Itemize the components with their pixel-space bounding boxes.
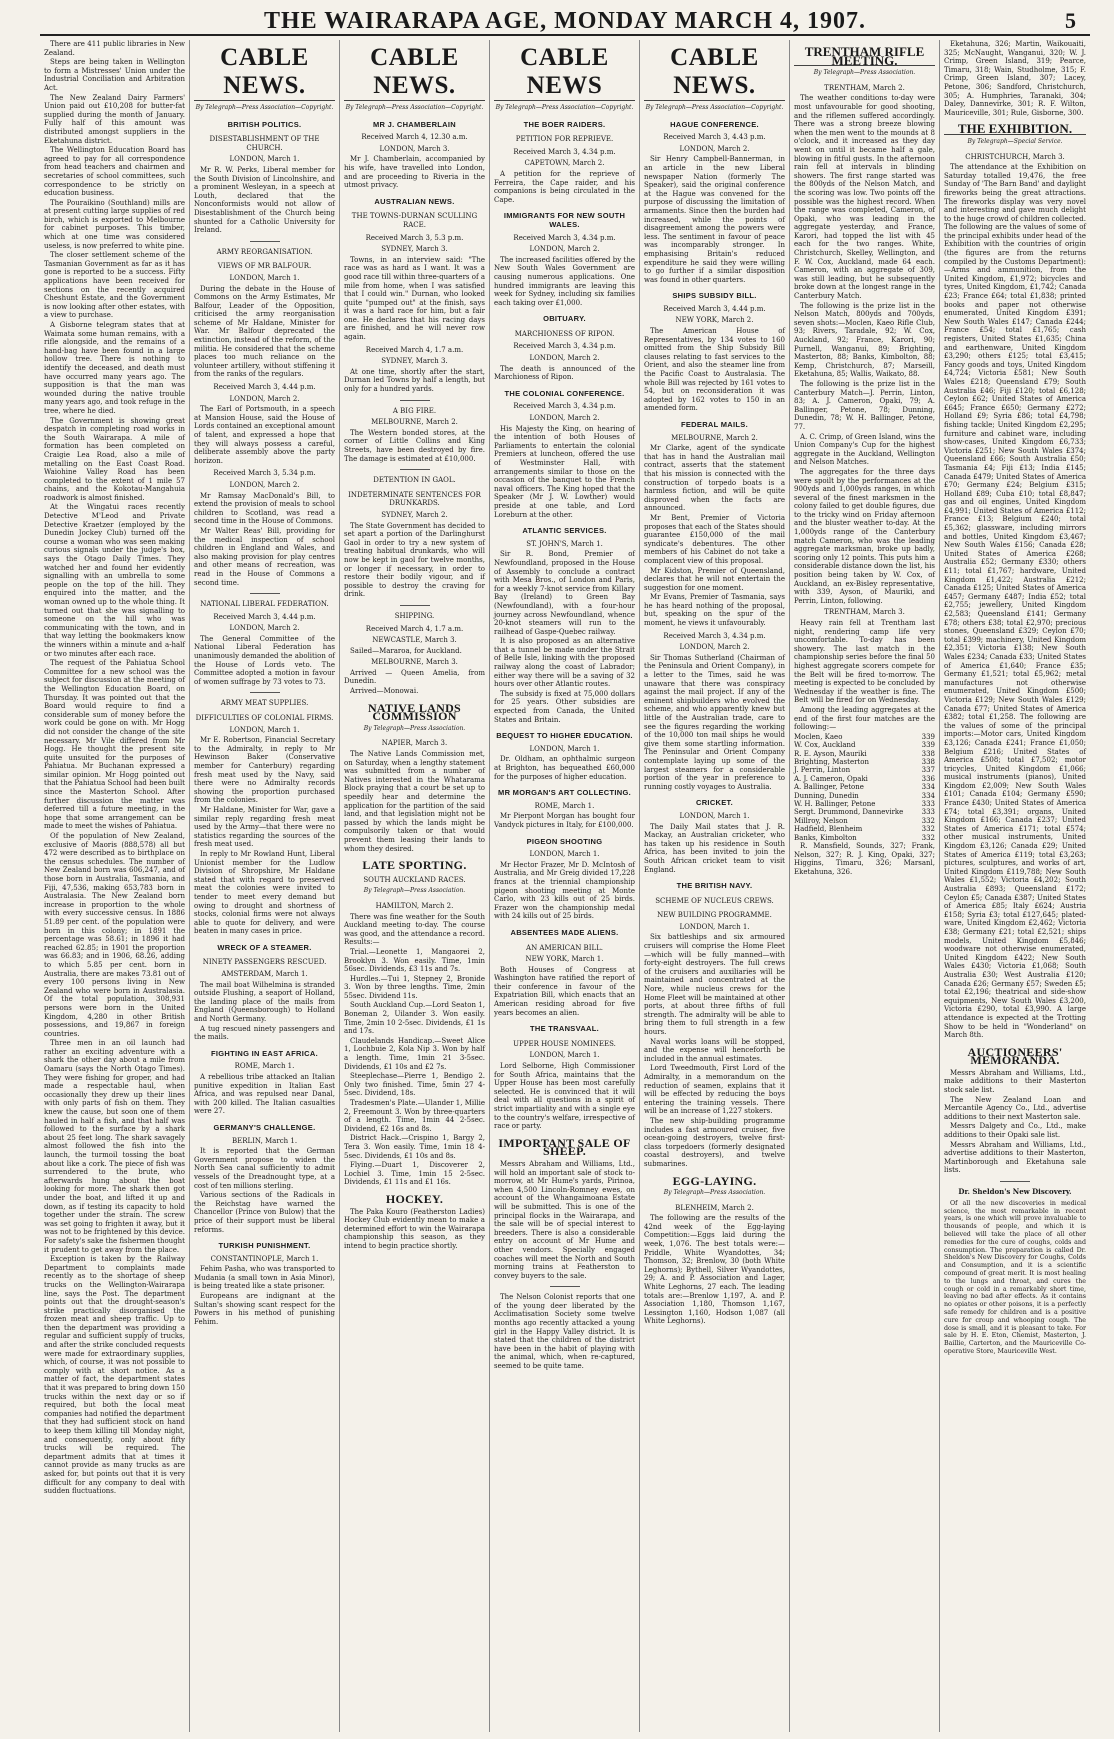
dateline: SYDNEY, March 3. [381, 357, 448, 366]
article-paragraph: Among the leading aggregates at the end of the first four matches are the following:— [794, 705, 935, 732]
received-line: Received March 4, 1.7 a.m. [365, 345, 464, 354]
section-heading: FEDERAL MAILS. [681, 420, 748, 429]
column-1 [40, 40, 190, 1732]
article-paragraph: Mr R. W. Perks, Liberal member for the South Division of Lincolnshire, and a prominent Wesleyan, in a speech at Louth, declared that the Nonconformists would not allow of Disestablishment of the Church being shunted for a Catholic University for Ireland. [194, 165, 335, 235]
sub-heading: DIFFICULTIES OF COLONIAL FIRMS. [195, 714, 334, 723]
dateline: LONDON, March 2. [529, 354, 600, 363]
dateline: TRENTHAM, March 3. [824, 608, 905, 617]
article-paragraph: The Western bonded stores, at the corner of Little Collins and King Streets, have been destroyed by fire. The damage is estimated at £10,000. [344, 428, 485, 463]
dateline: NEW YORK, March 1. [525, 955, 604, 964]
article-paragraph: Sailed—Mararoa, for Auckland. [350, 646, 462, 655]
section-heading: BEQUEST TO HIGHER EDUCATION. [496, 731, 633, 741]
newspaper-title: THE WAIRARAPA AGE, MONDAY MARCH 4, 1907. [263, 7, 867, 34]
article-paragraph: Towns, in an interview said: "The race was as hard as I want. It was a good race till within three-quarters of a mile from home, when I was satisfied that I could win." Durnan, who looked quite "pumped out" at the finish, says it was a hard race for him, but a fair one. He declares that his racing days are finished, and he will never row again. [344, 255, 485, 342]
column-1-paragraphs [44, 40, 185, 1496]
article-paragraph: Mr Hector Frazer, Mr D. McIntosh of Australia, and Mr Greig divided 17,228 francs at the triennial championship pigeon shooting meeting at Monte Carlo, with 23 kills out of 25 birds. Frazer won the championship medal with 24 kills out of 25 birds. [494, 860, 635, 921]
article-paragraph: Claudelands Handicap.—Sweet Alice 1, Lochbuie 2, Kola Nip 3. Won by half a length. Time, 1min 21 3-5sec. Dividends, £1 10s and £2 7s. [344, 1036, 485, 1071]
section-heading: MR MORGAN'S ART COLLECTING. [498, 788, 631, 798]
article-paragraph: Mr Pierpont Morgan has bought four Vandyck pictures in Italy, for £100,000. [494, 812, 635, 829]
article-paragraph: Messrs Abraham and Williams, Ltd., will hold an important sale of stock to-morrow, at Mr Hume's yards, Pirinoa, when 4,500 Lincoln-Romney ewes, on account of the Whangaimoana Estate will be submitted. This is one of the principal flocks in the Wairarapa, and the sale will be of special interest to breeders. There is also a considerable entry on account of Mr Hume and other vendors. Specially engaged coaches will meet the North and South morning trains at Featherston to convey buyers to the sale. [494, 1159, 635, 1280]
result-name: Dunning, Dunedin [794, 791, 859, 800]
article-paragraph: His Majesty the King, on hearing of the intention of both Houses of Parliaments to entertain the colonial Premiers at luncheon, offered the use of Westminster Hall, with arrangements similar to those on the occasion of the banquet to the French naval officers. The King hoped that the Speaker (Mr J. W. Lowther) would preside at one table, and Lord Loreburn at the other. [494, 424, 635, 519]
divider [400, 469, 430, 470]
result-score: 339 [921, 741, 935, 750]
section-banner: TRENTHAM RIFLE MEETING. [794, 48, 935, 66]
result-row [794, 750, 935, 758]
section-heading: IMPORTANT SALE OF SHEEP. [498, 1135, 631, 1159]
article-paragraph: R. Mansfield, Sounds, 327; Frank, Nelson, 327; R. J. King, Opaki, 327; Higgins, Timaru, 326; Marsanl, Eketahuna, 326. [794, 842, 935, 876]
article-paragraph: The closer settlement scheme of the Tasmanian Government as far as it has gone is reported to be a success. Fifty applications have been received for sections on the recently acquired Cheshunt Estate, and the Government is now looking after other estates, with a view to purchase. [44, 251, 185, 320]
article-paragraph: It is reported that the German Government propose to widen the North Sea canal sufficiently to admit vessels of the Dreadnought type, at a cost of ten millions sterling. [194, 1147, 335, 1190]
received-line: Received March 3, 4.34 p.m. [513, 147, 616, 156]
article-paragraph: Hurdles.—Tui 1, Stepney 2, Bronide 3. Won by three lengths. Time, 2min 55sec. Dividend 11s. [344, 974, 485, 1000]
sub-heading: SHIPPING. [394, 611, 435, 620]
divider [550, 1286, 580, 1287]
article-paragraph: There are 411 public libraries in New Zealand. [44, 40, 185, 57]
result-row [794, 741, 935, 749]
banner-subtitle: By Telegraph—Press Association—Copyright. [495, 104, 634, 111]
sub-heading: DETENTION IN GAOL. [373, 476, 456, 485]
sub-heading: DISESTABLISHMENT OF THE CHURCH. [209, 135, 320, 152]
dateline: LONDON, March 2. [529, 414, 600, 423]
dateline: BERLIN, March 1. [231, 1136, 298, 1145]
sub-heading: AN AMERICAN BILL. [526, 943, 603, 952]
dateline: ROME, March 1. [234, 1062, 295, 1071]
dateline: LONDON, March 1. [229, 725, 300, 734]
section-heading: MR J. CHAMBERLAIN [372, 119, 456, 129]
dateline: LONDON, March 1. [679, 811, 750, 820]
article-paragraph: District Hack.—Crispino 1, Bargy 2, Tera 3. Won easily. Time, 1min 18 4-5sec. Dividends, £1 10s and 8s. [344, 1134, 485, 1160]
article-paragraph: A. C. Crimp, of Green Island, wins the Union Company's Cup for the highest aggregate in the Auckland, Wellington and Nelson Matches. [794, 432, 935, 467]
advertisement-title: Dr. Sheldon's New Discovery. [958, 1187, 1072, 1196]
article-paragraph: The new ship-building programme includes a fast armoured cruiser, five ocean-going destroyers, twelve first-class torpedoers (formerly designated coastal destroyers), and twelve submarines. [644, 1116, 785, 1168]
column-3 [340, 40, 490, 1732]
dateline: LONDON, March 1. [679, 922, 750, 931]
result-name: J. Perrin, Linton [794, 766, 851, 775]
article-paragraph: The attendance at the Exhibition on Saturday totalled 19,476, the free Sunday of 'The Barn Band' and daylight fireworks being the great attractions. The fireworks display was very novel and interesting and gave much delight to the huge crowd of children collected. The following are the values of some of the principal exhibits under head of the Exhibition with the countries of origin (the figures are from the returns compiled by the Customs Department):—Arms and ammunition, from the United Kingdom, £1,972; bicycles and tyres, United Kingdom, £1,742; Canada £23; France £64; total £1,838; printed books and paper not otherwise enumerated, United Kingdom £391; New South Wales £147; Canada £244; France £54; total £1,765; cash registers, United States £1,635; China and earthenware, United Kingdom £3,290; others £125; total £3,415; Fancy goods and toys, United Kingdom £4,724; Victoria £581; New South Wales £218; Queensland £79; South Australia £46; Fiji £120; total £6,128; Ceylon £62; United States of America £645; France £650; Germany £272; Holland £9; Syria £86; total £4,798; fishing tackle; United Kingdom £2,295; furniture and cabinet ware, including show-cases, United Kingdom £6,733; Victoria £251; New South Wales £374; Queensland £66; South Australia £50; Tasmania £4; Fiji £13; India £145; Canada £479; United States of America £70; Germany £24; Belgium £315; Holland £89; Cuba £10; total £8,847; gas and oil engines, United Kingdom £4,991; United States of America £112; France £13; Belgium £240; total £5,362; glassware, including mirrors and bottles, United Kingdom £3,467; New South Wales £156; Canada £28; United States of America £268; Australia £52; Germany £330; others £11; total £1,767; hardware, United Kingdom £1,422; Australia £212; Canada £125; United States of America £457; Germany £487; India £52; total £2,755; jewellery, United Kingdom £2,583; Queensland £141; Germany £78; others £38; total £2,970; precious stones, Queensland £329; Ceylon £70; total £399; machinery, United Kingdom £2,351; Victoria £138; New South Wales £234; Canada £33; United States of America £1,640; France £35; Germany £1,521; total £5,962; metal manufactures not otherwise enumerated, United Kingdom £500; Victoria £129; New South Wales £129; Canada £77; United States of America £382; total £1,258. The following are the values of some of the principal imports:—Motor cars, United Kingdom £3,126; Canada £241; France £1,050; Belgium £216; United States of America £508; total £7,502; motor tricycles, United Kingdom £1,066; musical instruments (pianos), United Kingdom £2,009; New South Wales £101; Canada £104; Germany £590; France £430; United States of America £74; total £3,391; organs, United Kingdom £166; Canada £237; United States of America £171; total £574; other musical instruments, United Kingdom £3,126; Canada £29; United States of America £119; total £3,263; pictures, sculptures, and works of art, United Kingdom £119,788; New South Wales £1,552; Victoria £4,202; South Australia £893; Queensland £172; Ceylon £5; Canada £387; United States of America £85; Italy £624; Austria £158; Syria £3; total £127,645; plated-ware, United Kingdom £2,462; Victoria £38; Germany £21; total £2,521; ships models, United Kingdom £5,846; woodware not otherwise enumerated, United Kingdom £422; New South Wales £430; Victoria £1,068; South Australia £30; West Australia £120; Canada £26; Germany £57; Sweden £5; total £2,196; theatrical and side-show equipments, New South Wales £3,200, Victoria £290, total £3,990. A large attendance is expected at the Trotting Show to be held in "Wonderland" on March 8th. [944, 163, 1086, 1040]
article-paragraph: Mr Kidston, Premier of Queensland, declares that he will not entertain the suggestion for one moment. [644, 566, 785, 592]
byline: By Telegraph—Press Association. [363, 724, 466, 732]
byline: By Telegraph—Special Service. [967, 137, 1063, 145]
article-paragraph: The New Zealand Dairy Farmers' Union paid out £10,208 for butter-fat supplied during the month of January. Fully half of this amount was distributed amongst suppliers in the Eketahuna district. [44, 93, 185, 145]
result-name: A. J. Cameron, Opaki [794, 774, 868, 783]
sub-heading: SCHEME OF NUCLEUS CREWS. [655, 896, 774, 905]
cable-news-banner: CABLE NEWS [494, 44, 635, 101]
result-name: W. H. Ballinger, Petone [794, 799, 876, 808]
article-paragraph: A rebellious tribe attacked an Italian punitive expedition in Italian East Africa, and was repulsed near Danal, with 200 killed. The Italian casualties were 27. [194, 1073, 335, 1116]
result-score: 332 [921, 833, 935, 842]
article-paragraph: At one time, shortly after the start, Durnan led Towns by half a length, but only for a hundred yards. [344, 367, 485, 394]
received-line: Received March 4, 1.7 a.m. [365, 624, 464, 633]
advertisement-text: Of all the new discoveries in medical science, the most remarkable in recent years, is one which will prove invaluable to thousands of people, and which it is believed will take the place of all other remedies for the cure of coughs, colds and consumption. The preparation is called Dr. Sheldon's New Discovery for Coughs, Colds and Consumption, and it is a scientific compound of great merit. It is most healing to the lungs and throat, and cures the cough or cold in a remarkably short time, leaving no bad after effects. As it contains no opiates or other poisons, it is a perfectly safe remedy for children and is a positive cure for croup and whooping cough. The dose is small, and it is pleasant to take. For sale by H. E. Eton, Chemist, Masterton, J. Baillie, Carterton, and the Mauriceville Co-operative Store, Mauriceville West. [944, 1199, 1086, 1355]
dateline: LONDON, March 1. [229, 155, 300, 164]
cable-news-banner: CABLE NEWS. [194, 44, 335, 101]
dateline: BLENHEIM, March 2. [675, 1203, 754, 1212]
article-paragraph: Mr Walter Reas' Bill, providing for the medical inspection of school children in England and Wales, and also making provision for play centres and other means of recreation, was read in the House of Commons a second time. [194, 526, 335, 587]
result-score: 338 [921, 749, 935, 758]
newspaper-columns [40, 40, 1092, 1732]
article-paragraph: The weather conditions to-day were most unfavourable for good shooting, and the riflemen suffered accordingly. There was a strong breeze blowing when the men went to the mounds at 8 o'clock, and it increased as they day went on until it became half a gale, blowing in fitful gusts. In the afternoon rain fell at intervals in blinding showers. The first range started was the 800yds of the Nelson Match, and the scoring was low. Two points off the possible was the highest record. When the range was completed, Cameron, of Opaki, who was leading in the aggregate yesterday, and France, Karori, had topped the list with 45 each for the two ranges. White, Christchurch, Skelley, Wellington, and F. W. Cox, Auckland, made 64 each. Cameron, with an aggregate of 309, was still leading, but he subsequently broke down at the longest range in the Canterbury Match. [794, 94, 935, 301]
result-name: W. Cox, Auckland [794, 741, 856, 750]
dateline: NEWCASTLE, March 3. [372, 636, 457, 645]
dateline: LONDON, March 2. [229, 394, 300, 403]
result-row [794, 792, 935, 800]
divider [400, 605, 430, 606]
received-line: Received March 3, 4.44 p.m. [213, 612, 316, 621]
received-line: Received March 3, 4.44 p.m. [663, 304, 766, 313]
article-paragraph: Mr E. Robertson, Financial Secretary to the Admiralty, in reply to Mr Hewinson Baker (Conservative member for Canterbury) regarding fresh meat used by the Navy, said there were no Admiralty records showing the proportion purchased from the colonies. [194, 736, 335, 805]
dateline: LONDON, March 1. [529, 1051, 600, 1060]
result-row [794, 800, 935, 808]
article-paragraph: Mr Haldane, Minister for War, gave a similar reply regarding fresh meat used by the Army—that there were no statistics regarding the sources of the fresh meat used. [194, 805, 335, 849]
sub-heading: SOUTH AUCKLAND RACES. [363, 875, 466, 884]
section-heading: IMMIGRANTS FOR NEW SOUTH WALES. [503, 211, 626, 229]
divider [1000, 1181, 1030, 1182]
article-paragraph: Messrs Abraham and Williams, Ltd., make additions to their Masterton stock sale list. [944, 1068, 1086, 1095]
article-paragraph: Steeplechase—Pierre 1, Bendigo 2. Only two finished. Time, 5min 27 4-5sec. Dividend, 18s. [344, 1072, 485, 1098]
received-line: Received March 3, 4.44 p.m. [213, 383, 316, 392]
dateline: LONDON, March 2. [229, 480, 300, 489]
section-heading: CRICKET. [696, 798, 733, 808]
page-number: 5 [1065, 8, 1076, 33]
article-paragraph: Various sections of the Radicals in the Reichstag have warned the Chancellor (Prince von Bulow) that the price of their support must be liberal reforms. [194, 1191, 335, 1234]
article-paragraph: Both Houses of Congress at Washington have ratified the report of their conference in favour of the Expatriation Bill, which enacts that an American residing abroad for five years becomes an alien. [494, 965, 635, 1017]
received-line: Received March 4, 12.30 a.m. [361, 133, 468, 142]
sub-heading: INDETERMINATE SENTENCES FOR DRUNKARDS. [348, 490, 481, 508]
result-score: 333 [921, 799, 935, 808]
dateline: MELBOURNE, March 2. [671, 433, 758, 442]
column-2 [190, 40, 340, 1732]
article-paragraph: A tug rescued ninety passengers and the mails. [194, 1024, 335, 1042]
result-row [794, 783, 935, 791]
article-paragraph: Exception is taken by the Railway Department to complaints made recently as to the shortage of sheep trucks on the Wellington-Wairarapa line, says the Post. The department points out that the drought-season's strike practically disorganised the frozen meat and sheep traffic. Up to then the department was providing a regular and sufficient supply of trucks, and after the strike concluded requests were made for extraordinary supplies, which, of course, it was not possible to comply with at short notice. As a matter of fact, the department states that it was prepared to bring down 150 trucks within the next day or so if required, but both the local meat companies had notified the department that they had sufficient stock on hand to keep them killing till Monday night, and consequently, only about fifty trucks will be required. The department admits that at times it cannot provide as many trucks as are asked for, but points out that it is very difficult for any company to deal with sudden fluctuations. [44, 1255, 185, 1496]
article-paragraph: Mr J. Chamberlain, accompanied by his wife, have travelled into London, and are proceeding to Riveria in the utmost privacy. [344, 155, 485, 190]
dateline: CAPETOWN, March 2. [524, 159, 605, 168]
section-heading: SHIPS SUBSIDY BILL. [672, 291, 757, 301]
divider [250, 692, 280, 693]
article-paragraph: The Native Lands Commission met, on Saturday, when a lengthy statement was submitted from a number of Natives interested in the Whatarama Block praying that a court be set up to speedily hear and determine the application for the partition of the said land, and that legislation might not be passed by which the lands might be compulsorily taken or that would prevent them leasing their lands to whom they desired. [344, 750, 485, 853]
article-paragraph: Six battleships and six armoured cruisers will comprise the Home Fleet—which will be fully manned—with forty-eight destroyers. The full crews of the cruisers and auxiliaries will be maintained and concentrated at the Nore, while nucleus crews for the Home Fleet will be maintained at other ports, at about three fifths of full strength. The admiralty will be able to bring them to full strength in a few hours. [644, 933, 785, 1036]
results-table [794, 733, 935, 842]
section-banner: THE EXHIBITION. [944, 125, 1086, 135]
column-5 [640, 40, 790, 1732]
result-score: 334 [921, 783, 935, 792]
dateline: LONDON, March 1. [529, 744, 600, 753]
article-paragraph: Sir Thomas Sutherland (Chairman of the Peninsula and Orient Company), in a letter to the Times, said he was unaware that there was conspiracy against the mail project. If any of the eminent shipbuilders who evolved the scheme, and who apparently knew but little of the Australian trade, care to see the figures regarding the working of the 10,000 ton mail ships he would give them some startling information. The Peninsular and Orient Company contemplate laying up some of the largest steamers for a considerable portion of the year in preference to running costly voyages to Australia. [644, 653, 785, 791]
divider [400, 400, 430, 401]
column-7 [940, 40, 1090, 1732]
dateline: CHRISTCHURCH, March 3. [965, 152, 1065, 161]
article-paragraph: The Daily Mail states that J. R. Mackay, an Australian cricketer, who has taken up his residence in South Africa, has been invited to join the South African cricket team to visit England. [644, 822, 785, 874]
article-paragraph: Mr Bent, Premier of Victoria proposes that each of the States should guarantee £150,000 of the mail syndicate's debentures. The other members of his Cabinet do not take a complacent view of this proposal. [644, 513, 785, 565]
dateline: MELBOURNE, March 2. [371, 418, 458, 427]
cable-news-banner: CABLE NEWS. [644, 44, 785, 101]
article-paragraph: The New Zealand Loan and Mercantile Agency Co., Ltd., advertise additions to their next Masterton sale. [944, 1095, 1086, 1121]
banner-subtitle: By Telegraph—Press Association—Copyright. [195, 104, 334, 111]
column-6 [790, 40, 940, 1732]
article-paragraph: Sir Henry Campbell-Bannerman, in an article in the new Liberal newspaper Nation (formerly The Speaker), said the original conference at the Hague was convened for the purpose of discussing the limitation of armaments. Since then the burden had increased, while the points of disagreement among the powers were less. The sentiment in favour of peace was incomparably stronger. In emphasising Britain's reduced expenditure he said they were willing to go further if a similar disposition was found in other quarters. [644, 155, 785, 284]
section-heading: OBITUARY. [543, 314, 586, 324]
result-score: 333 [921, 808, 935, 817]
section-heading: HOCKEY. [385, 1191, 444, 1206]
article-paragraph: Mr Clarke, agent of the syndicate that has in hand the Australian mail contract, asserts that the statement that his mission is connected with the construction of torpedo boats is a harmless fiction, and will be quite disproved when the facts are announced. [644, 444, 785, 513]
article-paragraph: The increased facilities offered by the New South Wales Government are causing numerous applications. One hundred immigrants are leaving this week for Sydney, including six families each taking over £1,000. [494, 255, 635, 307]
dateline: SYDNEY, March 2. [381, 510, 448, 519]
article-paragraph: Arrived — Queen Amelia, from Dunedin. [344, 668, 485, 686]
result-name: Millroy, Nelson [794, 816, 848, 825]
article-paragraph: The General Committee of the National Liberal Federation has unanimously demanded the abolition of the House of Lords veto. The Committee adopted a motion in favour of women suffrage by 73 votes to 73. [194, 634, 335, 686]
result-name: A. Ballinger, Petone [794, 783, 864, 792]
sub-heading: A BIG FIRE. [392, 406, 437, 415]
sub-heading: NINETY PASSENGERS RESCUED. [202, 958, 327, 967]
article-paragraph: Arrived—Monowai. [350, 687, 419, 696]
section-heading: BRITISH POLITICS. [227, 119, 302, 129]
article-paragraph: A petition for the reprieve of Ferreira, the Cape raider, and his companions is being circulated in the Cape. [494, 169, 635, 204]
result-score: 334 [921, 791, 935, 800]
sub-heading: MARCHIONESS OF RIPON. [514, 329, 615, 338]
article-paragraph: At the Wingatui races recently Detective M'Leod and Private Detective Kraetzer (employed by the Dunedin Jockey Club) turned off the course a woman who was seen making curious signals under the judge's box, says the Otago Daily Times. They watched her and found her evidently signalling with an umbrella to some people on the top of the hill. They enquired into the matter, and the woman owned up to the whole thing. It turned out that she was signalling to someone on the hill who was communicating with the town, and in that way letting the bookmakers know the winners within a minute and a-half or two minutes after each race. [44, 503, 185, 658]
article-paragraph: The aggregates for the three days were spoilt by the performances at the 900yds and 1,000yds ranges, in which several of the finest marksmen in the colony failed to get double figures, due to the tricky wind on Friday afternoon and the bluster weather to-day. At the 1,000yds range of the Canterbury match Cameron, who was the leading aggregate marksman, broke up badly, scoring only 12 points. This puts him a considerable distance down the list, his position being taken by W. Cox, of Auckland, an ex-Bisley representative, with 339, Ayson, of Mauriki, and Perrin, Linton, following. [794, 467, 935, 605]
article-paragraph: Tradesmen's Plate.—Ulander 1, Millie 2, Freemount 3. Won by three-quarters of a length. Time, 1min 44 2-5sec. Dividend, £2 16s and 8s. [344, 1099, 485, 1133]
dateline: TRENTHAM, March 2. [824, 83, 905, 92]
dateline: LONDON, March 1. [529, 850, 600, 859]
received-line: Received March 3, 4.43 p.m. [663, 133, 766, 142]
article-paragraph: Eketahuna, 326; Martin, Waikouaiti, 325; McNaught, Wanganui, 320; W. J. Crimp, Green Island, 319; Pearce, Timaru, 318; Wain, Studholme, 315; F. Crimp, Green Island, 307; Lacey, Petone, 306; Sandford, Christchurch, 305; A. Humphries, Taranaki, 304; Daley, Dannevirke, 301; R. F. Wilton, Mauriceville, 301; Rule, Gisborne, 300. [944, 40, 1086, 117]
result-row [794, 758, 935, 766]
column-4 [490, 40, 640, 1732]
sub-heading: PETITION FOR REPRIEVE. [515, 135, 614, 144]
dateline: HAMILTON, March 2. [375, 901, 454, 910]
section-heading: GERMANY'S CHALLENGE. [213, 1122, 316, 1132]
article-paragraph: The subsidy is fixed at 75,000 dollars for 25 years. Other subsidies are expected from Canada, the United States and Britain. [494, 689, 635, 724]
section-heading: THE COLONIAL CONFERENCE. [504, 388, 625, 398]
sub-heading: ARMY MEAT SUPPLIES. [220, 699, 309, 708]
dateline: LONDON, March 3. [379, 144, 450, 153]
result-name: Moclen, Kaeo [794, 732, 843, 741]
article-paragraph: There was fine weather for the South Auckland meeting to-day. The course was good, and the attendance a record. Results:— [344, 912, 485, 947]
sub-heading: VIEWS OF MR BALFOUR. [217, 262, 312, 271]
section-heading: THE BOER RAIDERS. [523, 119, 606, 129]
section-heading: AUCTIONEERS' MEMORANDA. [967, 1044, 1063, 1068]
article-paragraph: Trial.—Leonette 1, Mangaorei 2, Brooklyn 3. Won easily. Time, 1min 56sec. Dividends, £3 11s and 7s. [344, 947, 485, 974]
dateline: SYDNEY, March 3. [381, 245, 448, 254]
section-heading: LATE SPORTING. [362, 858, 467, 873]
section-heading: AUSTRALIAN NEWS. [374, 196, 455, 206]
banner-subtitle: By Telegraph—Press Association—Copyright. [345, 104, 484, 111]
article-paragraph: Flying.—Duart 1, Discoverer 2, Lochiel 3. Time, 1min 15 2-5sec. Dividends, £1 11s and £1 16s. [344, 1161, 485, 1187]
received-line: Received March 3, 5.3 p.m. [365, 233, 464, 242]
article-paragraph: A Gisborne telegram states that at Waimata some human remains, with a rifle alongside, and the remains of a hand-bag have been found in a large hollow tree. There is nothing to identify the deceased, and death must have occurred many years ago. The supposition is that the man was wounded during the native trouble many years ago, and took refuge in the tree, where he died. [44, 321, 185, 415]
received-line: Received March 3, 4.34 p.m. [663, 631, 766, 640]
article-paragraph: Messrs Abraham and Williams, Ltd., advertise additions to their Masterton, Martinborough and Eketahuna sale lists. [944, 1140, 1086, 1175]
article-paragraph: Dr. Oldham, an ophthalmic surgeon at Brighton, has bequeathed £60,000 for the purposes of higher education. [494, 755, 635, 781]
article-paragraph: Messrs Dalgety and Co., Ltd., make additions to their Opaki sale list. [944, 1122, 1086, 1140]
sub-heading: NEW BUILDING PROGRAMME. [657, 911, 772, 920]
article-paragraph: The following is the prize list in the Canterbury Match—J. Perrin, Linton, 83; A. J. Cameron, Opaki, 79; A. Ballinger, Petone, 78; Dunning, Dunedin, 78; W. H. Ballinger, Petone, 77. [794, 379, 935, 431]
section-heading: FIGHTING IN EAST AFRICA. [211, 1048, 318, 1058]
result-name: R. E. Ayson, Mauriki [794, 749, 867, 758]
received-line: Received March 3, 4.34 p.m. [513, 342, 616, 351]
result-row [794, 775, 935, 783]
result-row [794, 733, 935, 741]
result-score: 339 [921, 732, 935, 741]
article-paragraph: In reply to Mr Rowland Hunt, Liberal Unionist member for the Ludlow Division of Shropshire, Mr Haldane stated that with regard to preserved meat the colonies were invited to tender to meet every demand but owing to drought and shortness of stocks, colonial firms were not always able to quote for delivery, and were beaten in many cases in price. [194, 849, 335, 936]
result-row [794, 834, 935, 842]
article-paragraph: Heavy rain fell at Trentham last night, rendering camp life very uncomfortable. To-day has been showery. The last match in the championship series before the final 50 highest aggregate scorers compete for the Belt will be fired to-morrow. The meeting is expected to be concluded by Wednesday if the weather is fine. The Belt will be fired for on Wednesday. [794, 619, 935, 705]
section-heading: EGG-LAYING. [672, 1173, 757, 1188]
result-name: Hadfield, Blenheim [794, 825, 863, 834]
article-paragraph: The death is announced of the Marchioness of Ripon. [494, 364, 635, 382]
sub-heading: ARMY REORGANISATION. [216, 247, 313, 256]
article-paragraph: The following is the prize list in the Nelson Match, 800yds and 700yds, seven shots:—Moclen, Kaeo Rifle Club, 93; Rivers, Taradale, 92; W. Cox, Auckland, 92; France, Karori, 90; Purnell, Wanganui, 89; Brighting, Masterton, 88; Banks, Kimbolton, 88; Kemp, Christchurch, 87; Marseill, Eketahuna, 85; Wallis, Waikato, 88. [794, 301, 935, 379]
dateline: ROME, March 1. [534, 801, 595, 810]
dateline: AMSTERDAM, March 1. [221, 970, 308, 979]
dateline: LONDON, March 2. [679, 643, 750, 652]
result-row [794, 817, 935, 825]
article-paragraph: The Government is showing great despatch in completing road works in the South Wairarapa. A mile of formation has been completed on Craigie Lea Road, also a mile of metalling on the East Coast Road. Waiohine Valley Road has been completed to the extent of 1 mile 57 chains, and the Kokotau-Mangahuia roadwork is almost finished. [44, 416, 185, 502]
result-name: Brighting, Masterton [794, 757, 869, 766]
article-paragraph: The Paka Kouro (Featherston Ladies) Hockey Club evidently mean to make a determined effort to win the Wairarapa championship this season, as they intend to begin practice shortly. [344, 1207, 485, 1250]
article-paragraph: The Nelson Colonist reports that one of the young deer liberated by the Acclimatisation Society some twelve months ago recently attacked a young girl in the Happy Valley district. It is stated that the children of the district have been in the habit of playing with the animal, which, when re-captured, seemed to be quite tame. [494, 1293, 635, 1371]
banner-subtitle: By Telegraph—Press Association—Copyright. [645, 104, 784, 111]
article-paragraph: Mr Ramsay MacDonald's Bill, to extend the provision of meals to school children to Scotland, was read a second time in the House of Commons. [194, 491, 335, 526]
dateline: NAPIER, March 3. [381, 739, 448, 748]
article-paragraph: Mr Evans, Premier of Tasmania, says he has heard nothing of the proposal, but, speaking on the spur of the moment, he views it unfavourably. [644, 593, 785, 628]
byline: By Telegraph—Press Association. [813, 69, 916, 77]
result-row [794, 808, 935, 816]
divider [250, 241, 280, 242]
section-heading: TURKISH PUNISHMENT. [218, 1241, 311, 1251]
dateline: LONDON, March 2. [229, 624, 300, 633]
cable-news-banner: CABLE NEWS. [344, 44, 485, 101]
received-line: Received March 3, 5.34 p.m. [213, 469, 316, 478]
result-name: Sergt. Drummond, Dannevirke [794, 808, 904, 817]
section-heading: NATIVE LANDS COMMISSION [367, 700, 462, 724]
section-heading: THE TRANSVAAL. [529, 1024, 600, 1034]
dateline: NEW YORK, March 2. [675, 316, 754, 325]
advertisement [944, 1188, 1086, 1356]
received-line: Received March 3, 4.34 p.m. [513, 233, 616, 242]
article-paragraph: The following are the results of the 42nd week of the Egg-laying Competition:—Eggs laid during the week, 1,076. The best totals were:—Priddle, White Wyandottes, 34; Thomson, 32; Brenlow, 30 (both White Leghorns); Bythell, Silver Wyandottes, 29; A. and P. Association and Lager, White Leghorns, 27 each. The leading totals are:—Brenlow 1,197, A. and P. Association 1,180, Thomson 1,167, Lessington 1,160, Hodson 1,087 (all White Leghorns). [644, 1214, 785, 1326]
dateline: CONSTANTINOPLE, March 1. [210, 1254, 319, 1263]
article-paragraph: The American House of Representatives, by 134 votes to 160 omitted from the Ship Subsidy Bill clauses relating to fast services to the Orient, and also the steamer line from the Pacific Coast to Australasia. The whole Bill was rejected by 161 votes to 54, but on reconsideration it was adopted by 162 votes to 150 in an amended form. [644, 327, 785, 413]
article-paragraph: It is also proposed as an alternative that a tunnel be made under the Strait of Belle Isle, linking with the proposed railway along the coast of Labrador; either way there will be a saving of 32 hours over other Atlantic routes. [494, 637, 635, 689]
dateline: LONDON, March 1. [229, 273, 300, 282]
section-heading: THE BRITISH NAVY. [676, 881, 753, 891]
section-heading: PIGEON SHOOTING [526, 836, 603, 846]
dateline: LONDON, March 2. [529, 245, 600, 254]
article-paragraph: Lord Tweedmouth, First Lord of the Admiralty, in a memorandum on the reduction of seamen, explains that it will be effected by reducing the boys entering the training vessels. There will be an increase of 1,227 stokers. [644, 1064, 785, 1116]
article-paragraph: Europeans are indignant at the Sultan's showing scant respect for the Powers in his method of punishing Fehim. [194, 1292, 335, 1326]
article-paragraph: Lord Selborne, High Commissioner for South Africa, maintains that the Upper House has been most carefully selected. He is convinced that it will deal with all questions in a spirit of strict impartiality and with a single eye to the country's welfare, irrespective of race or party. [494, 1062, 635, 1131]
article-paragraph: During the debate in the House of Commons on the Army Estimates, Mr Balfour, Leader of the Opposition, criticised the army reorganisation scheme of Mr Haldane, Minister for War. Mr Balfour deprecated the extinction, instead of the reform, of the militia. He considered that the scheme places too much reliance on the volunteer artillery, without stiffening it from the ranks of the regulars. [194, 284, 335, 379]
byline: By Telegraph—Press Association. [363, 887, 466, 895]
article-paragraph: Three men in an oil launch had rather an exciting adventure with a shark the other day about a mile from Oamaru (says the North Otago Times). They were fishing for groper, and had made a respectable haul, when occasionally they drew up their lines with only parts of fish on them. They knew the cause, but soon one of them hauled in half a fish, and that half was followed to the surface by a shark about 25 feet long. The shark savagely almost followed the fish into the launch, the turmoil tossing the boat about like a cork. The piece of fish was surrendered to the brute, who afterwards hung about the boat looking for more. The shark then got under the boat, and lifted it up and down, as if testing its capacity to hold together under the strain. The screw was set going to frighten it away, but it was not to be frightened by this device. For safety's sake the fishermen thought it prudent to get away from the place. [44, 1039, 185, 1254]
article-paragraph: The mail boat Wilhelmina is stranded outside Flushing, a seaport of Holland, the landing place of the mails from England (Queensborough) to Holland and North Germany. [194, 980, 335, 1024]
sub-heading: NATIONAL LIBERAL FEDERATION. [200, 600, 329, 609]
section-heading: ATLANTIC SERVICES. [522, 526, 607, 536]
dateline: ST. JOHN'S, March 1. [526, 539, 603, 548]
article-paragraph: Steps are being taken in Wellington to form a Mistresses' Union under the Industrial Conciliation and Arbitration Act. [44, 58, 185, 92]
article-paragraph: The Wellington Education Board has agreed to pay for all correspondence from head teachers and chairmen and secretaries of school committees, such correspondence to be strictly on education business. [44, 146, 185, 198]
sub-heading: UPPER HOUSE NOMINEES. [513, 1039, 616, 1048]
article-paragraph: South Auckland Cup.—Lord Seaton 1, Boneman 2, Uilander 3. Won easily. Time, 2min 10 2-5sec. Dividends, £1 1s and 17s. [344, 1001, 485, 1036]
article-paragraph: The request of the Pahiatua School Committee for a new school was the subject for discussion at the meeting of the Wellington Education Board, on Thursday. It was pointed out that the Board would require to find a considerable sum of money before the work could be gone on with. Mr Hogg did not consider the change of the site necessary. Mr Vile differed from Mr Hogg. He thought the present site quite unsuited for the purposes of Pahiatua. Mr Buchanan expressed a similar opinion. Mr Hogg pointed out that the Pahiatua School had been built since the Masterton School. After further discussion the matter was deferred till a future meeting, in the hope that some arrangement can be made to meet the wishes of Pahiatua. [44, 659, 185, 831]
section-heading: HAGUE CONFERENCE. [670, 119, 759, 129]
result-score: 336 [921, 774, 935, 783]
result-score: 332 [921, 816, 935, 825]
dateline: MELBOURNE, March 3. [371, 658, 458, 667]
dateline: LONDON, March 2. [679, 144, 750, 153]
section-heading: ABSENTEES MADE ALIENS. [510, 927, 619, 937]
result-row [794, 825, 935, 833]
sub-heading: THE TOWNS-DURNAN SCULLING RACE. [351, 212, 478, 229]
article-paragraph: Fehim Pasha, who was transported to Mudania (a small town in Asia Minor), is being treated like a state prisoner. [194, 1265, 335, 1291]
article-paragraph: Of the population of New Zealand, exclusive of Maoris (888,578) all but 472 were described as to birthplace on the census schedules. The number of New Zealand born was 606,247, and of those born in Australia, Tasmania, and Fiji, 47,536, making 653,783 born in Australasia. The New Zealand born increase in proportion to the whole with every successive census. In 1886 51.89 per cent. of the population were born in this colony; in 1891 the percentage was 58.61; in 1896 it had reached 62.85; in 1901 the proportion was 66.83; and in 1906, 68.26, adding to which 5.85 per cent. born in Australia, there are makes 73.81 out of every 100 persons living in New Zealand who were born in Australasia. Of the total population, 308,931 persons were born in the United Kingdom, 4,280 in other British possessions, and 19,867 in foreign countries. [44, 832, 185, 1038]
article-paragraph: Naval works loans will be stopped, and the expense will henceforth be included in the annual estimates. [644, 1037, 785, 1063]
result-score: 338 [921, 757, 935, 766]
result-name: Banks, Kimbolton [794, 833, 857, 842]
article-paragraph: The Pouraikino (Southland) mills are at present cutting large supplies of red birch, which is exported to Melbourne for cabinet purposes. This timber, which at one time was considered useless, is now preferred to white pine. [44, 198, 185, 250]
article-paragraph: Sir R. Bond, Premier of Newfoundland, proposed in the House of Assembly to conclude a contract with Mesa Bros., of London and Paris, for a weekly 7-knot service from Killary Bay (Ireland) to Green Bay (Newfoundland), with a four-hour journey across Newfoundland, whence 20-knot steamers will run to the railhead of Gaspe-Quebec railway. [494, 550, 635, 636]
result-score: 337 [921, 766, 935, 775]
article-paragraph: The State Government has decided to set apart a portion of the Darlinghurst Gaol in order to try a new system of treating habitual drunkards, who will now be kept in gaol for twelve months, or longer if necessary, in order to restore their bodily vigour, and if possible to destroy the craving for drink. [344, 521, 485, 599]
article-paragraph: The Earl of Portsmouth, in a speech at Mansion House, said the House of Lords contained an exceptional amount of talent, and expressed a hope that they will always possess a careful, deliberate assembly above the party horizon. [194, 405, 335, 465]
masthead [40, 8, 1090, 36]
received-line: Received March 3, 4.34 p.m. [513, 402, 616, 411]
byline: By Telegraph—Press Association. [663, 1189, 766, 1197]
result-score: 332 [921, 825, 935, 834]
section-heading: WRECK OF A STEAMER. [217, 942, 312, 952]
divider [250, 593, 280, 594]
result-row [794, 766, 935, 774]
